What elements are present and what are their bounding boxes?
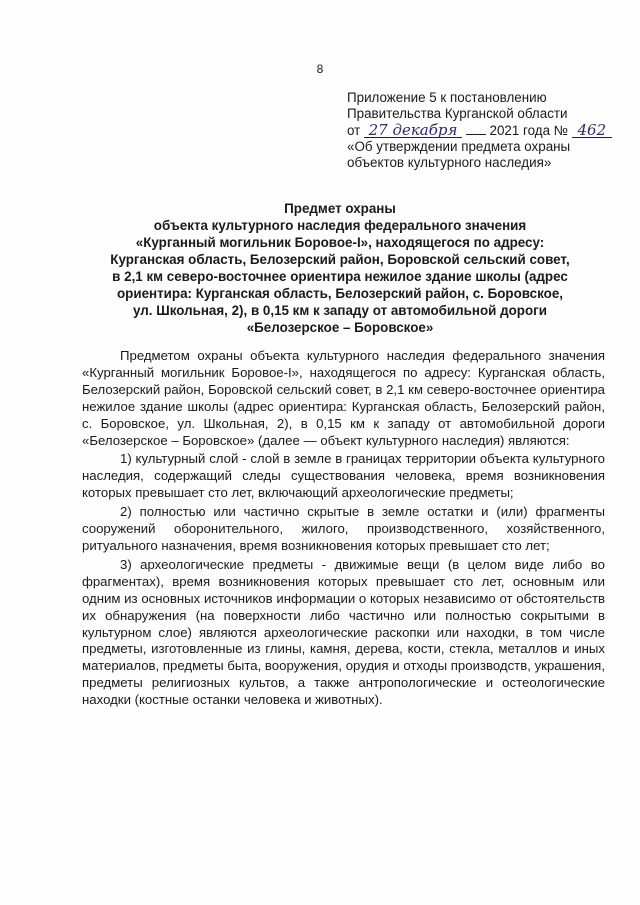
appendix-line-5: объектов культурного наследия» bbox=[347, 155, 552, 170]
list-item-2: 2) полностью или частично скрытые в земле остатки и (или) фрагменты сооружений оборонительного, жилого, производственного, хозяйственного, ритуального назначения, время возникновения которых превышает сто лет; bbox=[82, 504, 605, 553]
title-line-8: «Белозерское – Боровское» bbox=[246, 320, 434, 335]
document-body bbox=[82, 348, 605, 709]
title-line-2: объекта культурного наследия федерального значения bbox=[153, 218, 527, 233]
title-line-1: Предмет охраны bbox=[284, 201, 396, 216]
appendix-header bbox=[347, 90, 607, 171]
list-item-3: 3) археологические предметы - движимые вещи (в целом виде либо во фрагментах), время возникновения которых превышает сто лет, основным или одним из основных источников информации о которых независимо от обстоятельств их обнаружения (на поверхности либо частично или полностью сокрытыми в культурном слое) являются археологические раскопки или находки, в том числе предметы, изготовленные из глины, камня, дерева, кости, стекла, металлов и иных материалов, предметы быта, вооружения, орудия и отходы производств, украшения, предметы религиозных культов, а также антропологические и остеологические находки (костные останки человека и животных). bbox=[82, 556, 605, 708]
title-line-3: «Курганный могильник Боровое-I», находящегося по адресу: bbox=[135, 235, 545, 250]
handwritten-number: 462 bbox=[572, 123, 612, 138]
title-line-6: ориентира: Курганская область, Белозерский район, с. Боровское, bbox=[116, 286, 564, 301]
year-label: 2021 года № bbox=[489, 123, 569, 138]
appendix-line-1: Приложение 5 к постановлению bbox=[347, 90, 547, 105]
blank-underline bbox=[466, 122, 486, 135]
appendix-date-line bbox=[347, 122, 607, 139]
title-line-5: в 2,1 км северо-восточнее ориентира нежилое здание школы (адрес bbox=[112, 269, 568, 284]
appendix-line-4: «Об утверждении предмета охраны bbox=[347, 139, 571, 154]
page-number: 8 bbox=[316, 62, 324, 76]
appendix-line-2: Правительства Курганской области bbox=[347, 106, 568, 121]
title-line-4: Курганская область, Белозерский район, Боровской сельский совет, bbox=[110, 252, 570, 267]
intro-paragraph: Предметом охраны объекта культурного наследия федерального значения «Курганный могильник Боровое-I», находящегося по адресу: Курганская область, Белозерский район, Боровской сельский совет, в 2,1 км северо-восточнее ориентира нежилое здание школы (адрес ориентира: Курганская область, Белозерский район, с. Боровское, ул. Школьная, 2), в 0,15 км к западу от автомобильной дороги «Белозерское – Боровское» (далее — объект культурного наследия) являются: bbox=[82, 348, 605, 448]
from-label: от bbox=[347, 123, 361, 138]
handwritten-date: 27 декабря bbox=[364, 123, 462, 138]
title-line-7: ул. Школьная, 2), в 0,15 км к западу от автомобильной дороги bbox=[133, 303, 547, 318]
document-title bbox=[80, 200, 600, 336]
list-item-1: 1) культурный слой - слой в земле в границах территории объекта культурного наследия, содержащий следы существования человека, время возникновения которых превышает сто лет, включающий археологические предметы; bbox=[82, 451, 605, 501]
